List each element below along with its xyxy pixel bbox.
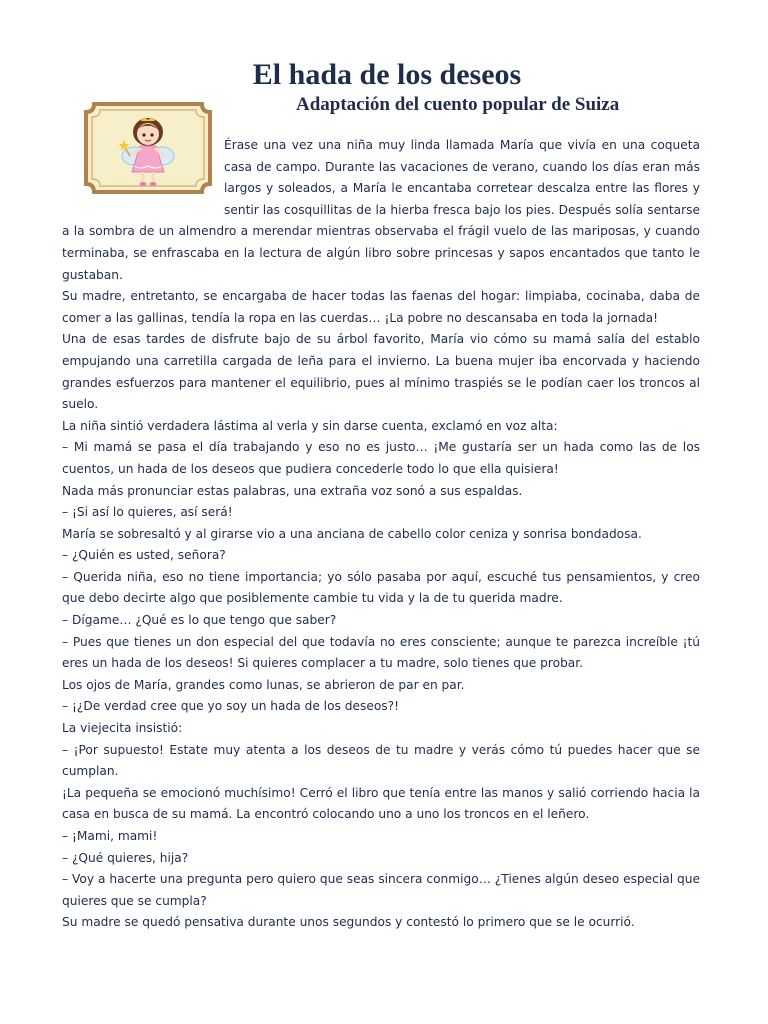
- story-paragraph: Su madre se quedó pensativa durante unos segundos y contestó lo primero que se le ocurrió.: [62, 915, 635, 930]
- illustration-spacer: [62, 135, 224, 201]
- story-paragraph: La viejecita insistió:: [62, 721, 183, 736]
- story-paragraph: – ¿Qué quieres, hija?: [62, 850, 189, 865]
- story-paragraph: – Querida niña, eso no tiene importancia; yo sólo pasaba por aquí, escuché tus pensamientos, y creo que debo decirte algo que posiblemente cambie tu vida y la de tu querida madre.: [62, 569, 700, 606]
- story-paragraph: Su madre, entretanto, se encargaba de hacer todas las faenas del hogar: limpiaba, cocinaba, daba de comer a las gallinas, tendía la ropa en las cuerdas… ¡La pobre no descansaba en toda la jornada!: [62, 289, 700, 325]
- story-paragraph: Una de esas tardes de disfrute bajo de su árbol favorito, María vio cómo su mamá salía del establo empujando una carretilla cargada de leña para el invierno. La buena mujer iba encorvada y haciendo grandes esfuerzos para mantener el equilibrio, pues al mínimo traspiés se le podían caer los troncos al suelo.: [62, 332, 700, 412]
- story-paragraph: Los ojos de María, grandes como lunas, se abrieron de par en par.: [62, 677, 465, 692]
- story-paragraph: – Pues que tienes un don especial del que todavía no eres consciente; aunque te parezca increíble ¡tú eres un hada de los deseos! Si quieres complacer a tu madre, solo tienes que probar.: [62, 634, 700, 671]
- story-paragraph: – ¡Mami, mami!: [62, 829, 158, 843]
- story-title: El hada de los deseos: [252, 58, 522, 91]
- story-paragraph: ¡La pequeña se emocionó muchísimo! Cerró el libro que tenía entre las manos y salió corriendo hacia la casa en busca de su mamá. La encontró colocando uno a uno los troncos en el leñero.: [62, 785, 700, 822]
- story-paragraph: – ¡Por supuesto! Estate muy atenta a los deseos de tu madre y verás cómo tú puedes hacer que se cumplan.: [62, 742, 700, 779]
- story-paragraph: Érase una vez una niña muy linda llamada María que vivía en una coqueta casa de campo. Durante las vacaciones de verano, cuando los días eran más largos y soleados, a María le encantaba corretear descalza entre las flores y sentir las cosquillitas de la hierba fresca bajo los pies. Después solía sentarse a la sombra de un almendro a merendar mientras observaba el frágil vuelo de las mariposas, y cuando terminaba, se enfrascaba en la lectura de algún libro sobre princesas y sapos encantados que tanto le gustaban.: [62, 138, 700, 282]
- story-paragraph: Nada más pronunciar estas palabras, una extraña voz sonó a sus espaldas.: [62, 483, 523, 498]
- story-paragraph: – Voy a hacerte una pregunta pero quiero que seas sincera conmigo… ¿Tienes algún deseo especial que quieres que se cumpla?: [62, 872, 700, 908]
- story-paragraph: – Mi mamá se pasa el día trabajando y eso no es justo… ¡Me gustaría ser un hada como las de los cuentos, un hada de los deseos que pudiera concederle todo lo que ella quisiera!: [62, 440, 700, 476]
- story-paragraph: – Dígame… ¿Qué es lo que tengo que saber?: [62, 613, 337, 628]
- story-paragraph: – ¿Quién es usted, señora?: [62, 548, 226, 563]
- story-paragraph: – ¡Si así lo quieres, así será!: [62, 505, 233, 520]
- story-body: [62, 135, 700, 934]
- story-paragraph: La niña sintió verdadera lástima al verla y sin darse cuenta, exclamó en voz alta:: [62, 418, 558, 433]
- story-paragraph: – ¡¿De verdad cree que yo soy un hada de los deseos?!: [62, 699, 399, 714]
- story-paragraph: María se sobresaltó y al girarse vio a una anciana de cabello color ceniza y sonrisa bondadosa.: [62, 526, 642, 541]
- story-subtitle: Adaptación del cuento popular de Suiza: [296, 94, 620, 115]
